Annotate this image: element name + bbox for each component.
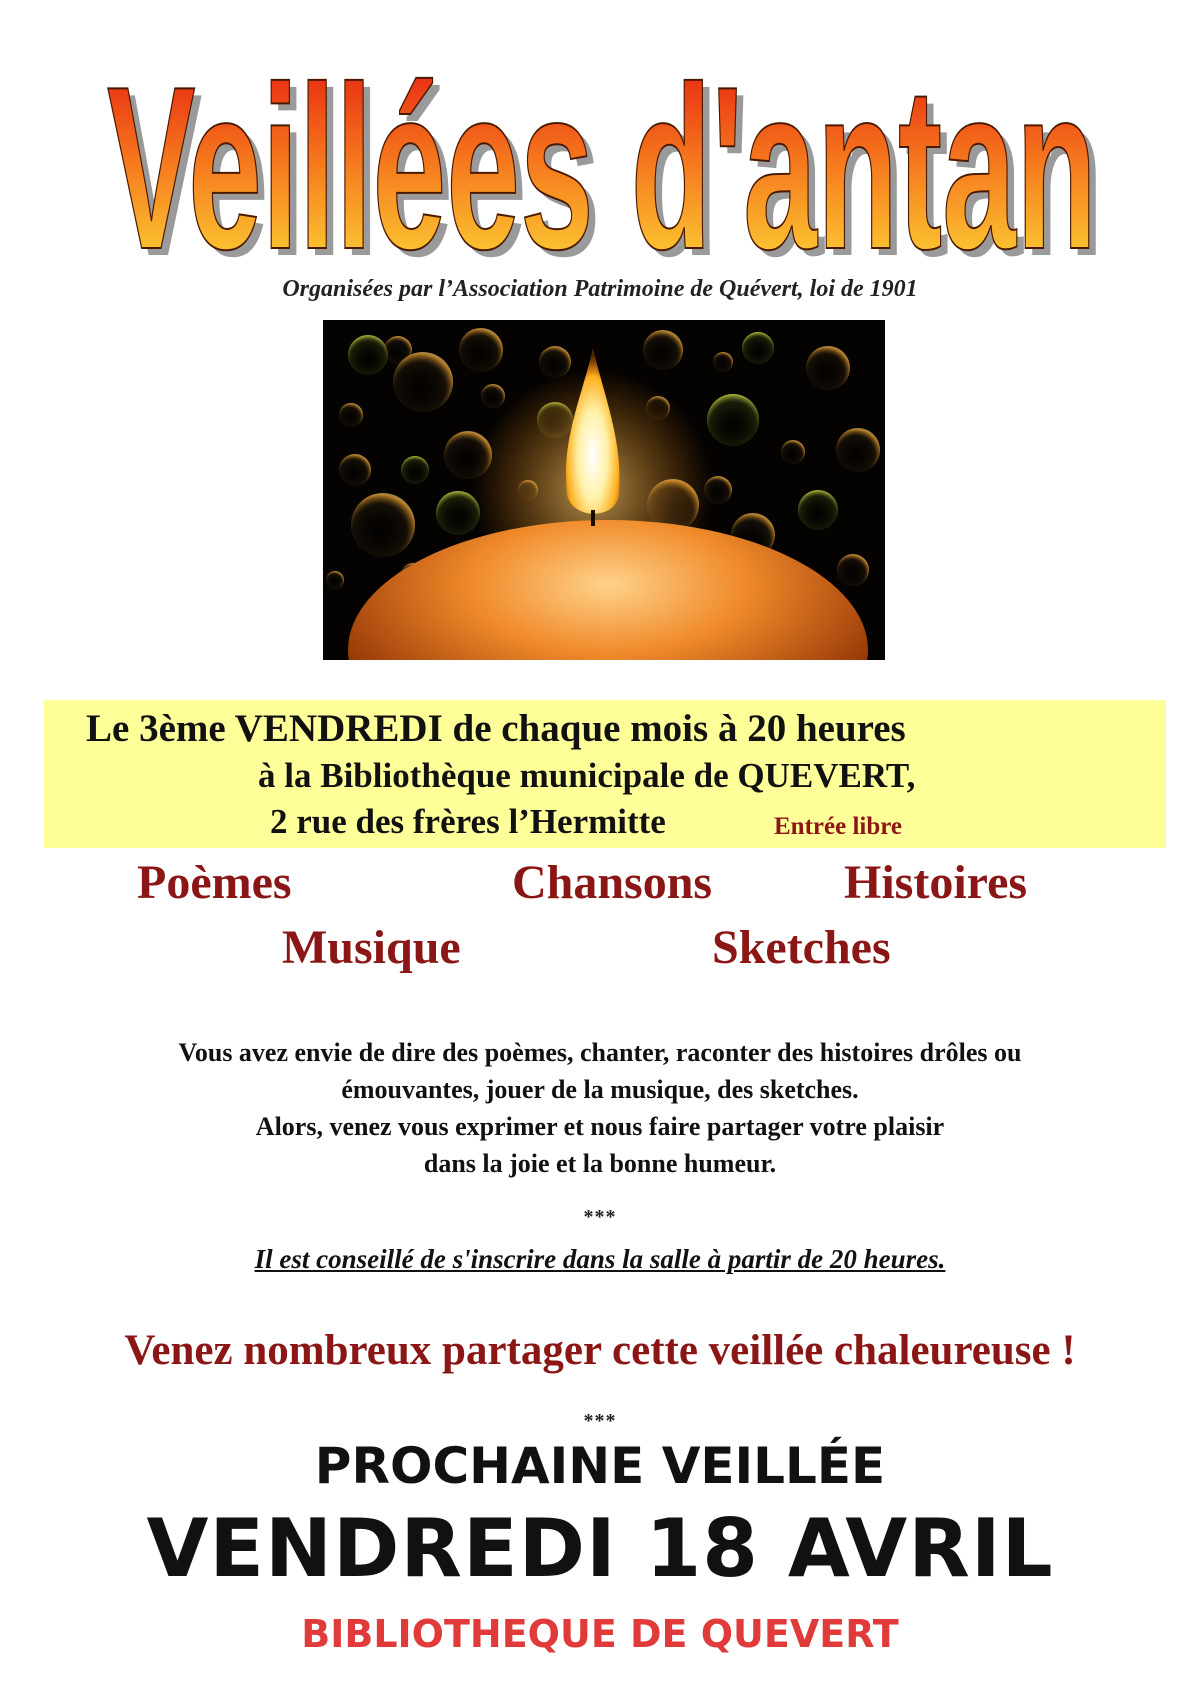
candle-photo — [323, 320, 885, 660]
paragraph-line: Alors, venez vous exprimer et nous faire partager votre plaisir — [255, 1112, 945, 1141]
title-shadow: Veillées d'antan — [114, 46, 1104, 270]
schedule-box — [44, 700, 1166, 848]
paragraph-line: émouvantes, jouer de la musique, des sketches. — [341, 1075, 859, 1104]
poster-title — [0, 20, 1200, 270]
call-to-action: Venez nombreux partager cette veillée chaleureuse ! — [124, 1327, 1076, 1374]
separator-stars: *** — [583, 1410, 617, 1432]
next-event-label: PROCHAINE VEILLÉE — [314, 1437, 886, 1495]
activity-musique: Musique — [282, 921, 461, 974]
activity-poemes: Poèmes — [137, 856, 292, 909]
invitation-paragraph — [40, 1034, 1160, 1182]
activity-sketches: Sketches — [712, 921, 891, 974]
next-event-place: BIBLIOTHEQUE DE QUEVERT — [301, 1612, 899, 1656]
paragraph-line: dans la joie et la bonne humeur. — [423, 1149, 777, 1178]
schedule-address: 2 rue des frères l’Hermitte — [270, 802, 666, 841]
organizer-subtitle: Organisées par l’Association Patrimoine de Quévert, loi de 1901 — [282, 276, 918, 302]
wick — [591, 510, 595, 526]
title-text: Veillées d'antan — [107, 39, 1097, 270]
activity-histoires: Histoires — [844, 856, 1028, 909]
next-event-date: VENDREDI 18 AVRIL — [146, 1502, 1054, 1595]
registration-advice: Il est conseillé de s'inscrire dans la salle à partir de 20 heures. — [254, 1244, 946, 1274]
schedule-line-2: à la Bibliothèque municipale de QUEVERT, — [258, 756, 916, 795]
schedule-line-1: Le 3ème VENDREDI de chaque mois à 20 heures — [86, 707, 906, 750]
separator-stars: *** — [583, 1206, 617, 1228]
paragraph-line: Vous avez envie de dire des poèmes, chanter, raconter des histoires drôles ou — [178, 1038, 1022, 1067]
free-entry-label: Entrée libre — [774, 813, 902, 840]
activity-chansons: Chansons — [512, 856, 713, 909]
